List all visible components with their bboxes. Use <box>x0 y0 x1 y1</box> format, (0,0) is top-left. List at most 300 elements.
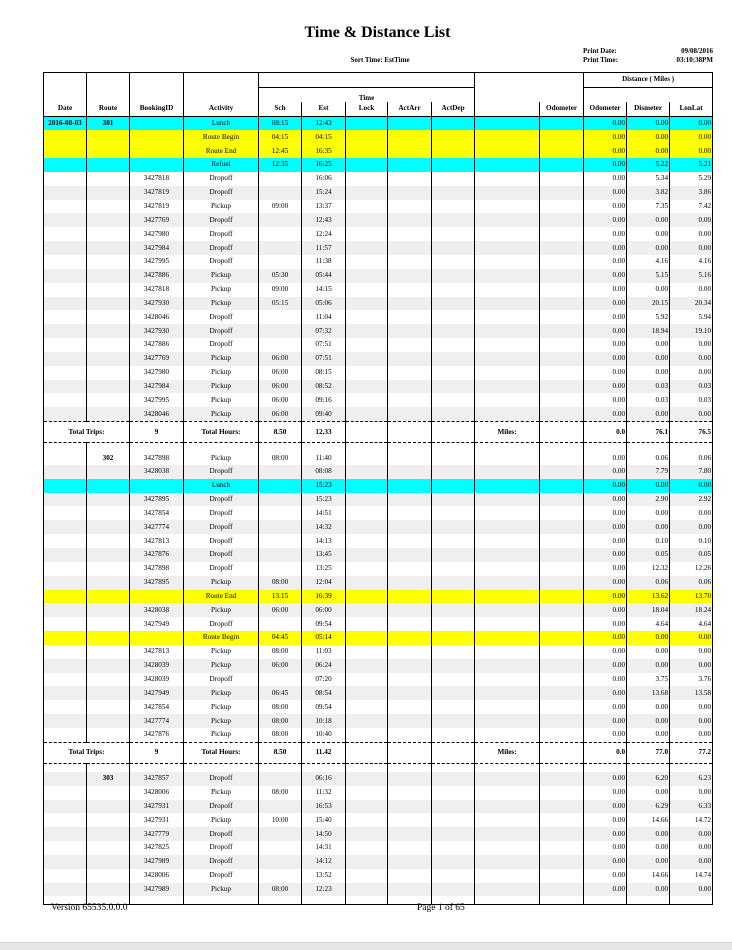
activity-cell: Pickup <box>184 352 259 366</box>
lonlat-cell: 0.10 <box>670 534 713 548</box>
activity-cell: Route End <box>184 590 259 604</box>
act-dep-cell <box>432 213 475 227</box>
dismeter-cell: 0.00 <box>627 338 670 352</box>
lock-cell <box>346 673 388 687</box>
dist-odometer-cell: 0.00 <box>584 200 627 214</box>
table-row <box>44 841 713 855</box>
spacer-cell <box>346 896 388 905</box>
act-arr-cell <box>388 130 432 144</box>
route-cell: 301 <box>87 116 130 130</box>
blank-cell <box>475 213 540 227</box>
lonlat-cell: 4.64 <box>670 617 713 631</box>
est-cell: 07:20 <box>302 673 346 687</box>
dismeter-cell: 0.00 <box>627 714 670 728</box>
table-row <box>44 728 713 742</box>
spacer-cell <box>627 763 670 772</box>
blank-cell <box>475 116 540 130</box>
blank-cell <box>475 883 540 897</box>
dismeter-cell: 13.68 <box>627 686 670 700</box>
lock-cell <box>346 813 388 827</box>
booking-id-cell: 3427779 <box>130 827 184 841</box>
table-row <box>44 380 713 394</box>
blank-cell <box>475 144 540 158</box>
activity-cell: Dropoff <box>184 506 259 520</box>
lock-cell <box>346 841 388 855</box>
route-cell <box>87 324 130 338</box>
act-arr-cell <box>388 338 432 352</box>
lonlat-cell: 7.80 <box>670 465 713 479</box>
col-sch: Sch <box>259 102 302 116</box>
odometer-cell <box>540 562 584 576</box>
est-cell: 14:50 <box>302 827 346 841</box>
date-cell <box>44 451 87 465</box>
dismeter-cell: 0.00 <box>627 116 670 130</box>
odometer-cell <box>540 255 584 269</box>
act-arr-cell <box>388 116 432 130</box>
dist-odometer-cell: 0.00 <box>584 130 627 144</box>
sch-cell <box>259 548 302 562</box>
spacer-row <box>44 896 713 905</box>
spacer-cell <box>388 443 432 452</box>
lonlat-cell: 5.94 <box>670 310 713 324</box>
act-arr-cell <box>388 728 432 742</box>
dist-odometer-cell: 0.00 <box>584 576 627 590</box>
sch-cell: 05:30 <box>259 269 302 283</box>
col-act-arr: ActArr <box>388 102 432 116</box>
total-odometer <box>540 742 584 763</box>
odometer-cell <box>540 673 584 687</box>
col-lock: Lock <box>346 102 388 116</box>
booking-id-cell: 3427886 <box>130 338 184 352</box>
route-cell <box>87 283 130 297</box>
dismeter-cell: 0.00 <box>627 352 670 366</box>
col-blank <box>475 102 540 116</box>
est-cell: 10:40 <box>302 728 346 742</box>
act-arr-cell <box>388 366 432 380</box>
spacer-cell <box>346 763 388 772</box>
date-cell <box>44 576 87 590</box>
total-dist-odometer: 0.0 <box>584 742 627 763</box>
odometer-cell <box>540 366 584 380</box>
date-cell <box>44 283 87 297</box>
col-act-dep: ActDep <box>432 102 475 116</box>
blank-cell <box>475 352 540 366</box>
sch-cell: 06:00 <box>259 380 302 394</box>
dist-odometer-cell: 0.00 <box>584 158 627 172</box>
dismeter-cell: 0.00 <box>627 855 670 869</box>
blank-cell <box>475 241 540 255</box>
route-cell <box>87 827 130 841</box>
booking-id-cell <box>130 479 184 493</box>
lonlat-cell: 0.06 <box>670 451 713 465</box>
act-dep-cell <box>432 380 475 394</box>
lock-cell <box>346 728 388 742</box>
table-row <box>44 548 713 562</box>
est-cell: 12:24 <box>302 227 346 241</box>
sch-cell: 08:00 <box>259 700 302 714</box>
dismeter-cell: 18.04 <box>627 603 670 617</box>
activity-cell: Lunch <box>184 116 259 130</box>
booking-id-cell: 3427769 <box>130 352 184 366</box>
sch-cell <box>259 534 302 548</box>
odometer-cell <box>540 603 584 617</box>
dismeter-cell: 0.00 <box>627 227 670 241</box>
sch-cell <box>259 479 302 493</box>
print-time-label: Print Time: <box>583 56 618 64</box>
dismeter-cell: 0.00 <box>627 407 670 421</box>
est-cell: 08:15 <box>302 366 346 380</box>
route-cell <box>87 297 130 311</box>
blank-cell <box>475 506 540 520</box>
dismeter-cell: 5.22 <box>627 158 670 172</box>
sch-cell: 09:00 <box>259 283 302 297</box>
blank-cell <box>475 158 540 172</box>
dist-odometer-cell: 0.00 <box>584 324 627 338</box>
act-dep-cell <box>432 297 475 311</box>
lock-cell <box>346 310 388 324</box>
activity-cell: Pickup <box>184 714 259 728</box>
act-arr-cell <box>388 324 432 338</box>
dist-odometer-cell: 0.00 <box>584 393 627 407</box>
spacer-cell <box>670 763 713 772</box>
sch-cell: 08:00 <box>259 883 302 897</box>
est-cell: 09:40 <box>302 407 346 421</box>
act-arr-cell <box>388 786 432 800</box>
odometer-cell <box>540 813 584 827</box>
booking-id-cell: 3427995 <box>130 255 184 269</box>
lonlat-cell: 0.00 <box>670 144 713 158</box>
blank-cell <box>475 479 540 493</box>
dismeter-cell: 0.10 <box>627 534 670 548</box>
booking-id-cell: 3427854 <box>130 506 184 520</box>
odometer-cell <box>540 144 584 158</box>
lock-cell <box>346 700 388 714</box>
lonlat-cell: 6.23 <box>670 772 713 786</box>
dismeter-cell: 0.00 <box>627 841 670 855</box>
booking-id-cell: 3427774 <box>130 520 184 534</box>
date-cell <box>44 772 87 786</box>
spacer-cell <box>302 763 346 772</box>
dismeter-cell: 14.66 <box>627 813 670 827</box>
table-row <box>44 144 713 158</box>
date-cell <box>44 645 87 659</box>
lock-cell <box>346 338 388 352</box>
table-row <box>44 310 713 324</box>
act-dep-cell <box>432 700 475 714</box>
blank-cell <box>475 645 540 659</box>
total-sch: 8.50 <box>259 742 302 763</box>
blank-cell <box>475 393 540 407</box>
activity-cell: Pickup <box>184 366 259 380</box>
report-title: Time & Distance List <box>304 24 451 41</box>
est-cell: 04:15 <box>302 130 346 144</box>
act-arr-cell <box>388 158 432 172</box>
col-route: Route <box>87 102 130 116</box>
date-cell <box>44 213 87 227</box>
route-cell <box>87 869 130 883</box>
odometer-cell <box>540 800 584 814</box>
act-dep-cell <box>432 617 475 631</box>
route-cell <box>87 493 130 507</box>
booking-id-cell: 3427876 <box>130 548 184 562</box>
total-act-arr <box>388 422 432 443</box>
print-info <box>583 47 713 65</box>
booking-id-cell: 3427819 <box>130 200 184 214</box>
activity-cell: Dropoff <box>184 772 259 786</box>
act-arr-cell <box>388 855 432 869</box>
activity-cell: Dropoff <box>184 493 259 507</box>
route-cell <box>87 631 130 645</box>
blank-cell <box>475 130 540 144</box>
act-arr-cell <box>388 700 432 714</box>
spacer-cell <box>432 443 475 452</box>
activity-cell: Route Begin <box>184 130 259 144</box>
booking-id-cell: 3427995 <box>130 393 184 407</box>
dist-odometer-cell: 0.00 <box>584 352 627 366</box>
sch-cell: 06:45 <box>259 686 302 700</box>
sch-cell <box>259 827 302 841</box>
act-arr-cell <box>388 631 432 645</box>
blank-cell <box>475 520 540 534</box>
act-dep-cell <box>432 855 475 869</box>
dist-odometer-cell: 0.00 <box>584 380 627 394</box>
booking-id-cell: 3428039 <box>130 659 184 673</box>
est-cell: 11:32 <box>302 786 346 800</box>
sch-cell: 12:35 <box>259 158 302 172</box>
dismeter-cell: 7.35 <box>627 200 670 214</box>
dist-odometer-cell: 0.00 <box>584 451 627 465</box>
est-cell: 16:39 <box>302 590 346 604</box>
dist-odometer-cell: 0.00 <box>584 827 627 841</box>
act-dep-cell <box>432 241 475 255</box>
route-cell <box>87 813 130 827</box>
lock-cell <box>346 172 388 186</box>
spacer-cell <box>540 443 584 452</box>
est-cell: 11:04 <box>302 310 346 324</box>
dismeter-cell: 0.00 <box>627 506 670 520</box>
dismeter-cell: 0.00 <box>627 883 670 897</box>
act-arr-cell <box>388 310 432 324</box>
blank-cell <box>475 673 540 687</box>
blank-cell <box>475 548 540 562</box>
table-row <box>44 324 713 338</box>
act-dep-cell <box>432 366 475 380</box>
sch-cell <box>259 338 302 352</box>
sch-cell <box>259 506 302 520</box>
activity-cell: Dropoff <box>184 338 259 352</box>
table-row <box>44 617 713 631</box>
dismeter-cell: 18.94 <box>627 324 670 338</box>
dist-odometer-cell: 0.00 <box>584 603 627 617</box>
blank-cell <box>475 800 540 814</box>
date-cell <box>44 841 87 855</box>
sch-cell <box>259 772 302 786</box>
spacer-cell <box>130 443 184 452</box>
table-row <box>44 700 713 714</box>
lonlat-cell: 0.00 <box>670 883 713 897</box>
distance-group-header: Distance ( Miles ) <box>584 73 713 88</box>
date-cell <box>44 297 87 311</box>
sch-cell: 04:45 <box>259 631 302 645</box>
lock-cell <box>346 200 388 214</box>
lonlat-cell: 0.00 <box>670 827 713 841</box>
lock-cell <box>346 324 388 338</box>
sch-cell: 10:00 <box>259 813 302 827</box>
act-dep-cell <box>432 130 475 144</box>
table-row <box>44 813 713 827</box>
booking-id-cell: 3427949 <box>130 617 184 631</box>
sch-cell: 08:00 <box>259 451 302 465</box>
dismeter-cell: 0.00 <box>627 659 670 673</box>
activity-cell: Pickup <box>184 645 259 659</box>
lock-cell <box>346 380 388 394</box>
col-booking-id: BookingID <box>130 102 184 116</box>
activity-cell: Pickup <box>184 603 259 617</box>
lock-cell <box>346 617 388 631</box>
activity-cell: Dropoff <box>184 520 259 534</box>
booking-id-cell: 3427984 <box>130 380 184 394</box>
total-trips-value: 9 <box>130 742 184 763</box>
act-dep-cell <box>432 869 475 883</box>
date-cell <box>44 506 87 520</box>
odometer-cell <box>540 645 584 659</box>
lock-cell <box>346 686 388 700</box>
blank-cell <box>475 576 540 590</box>
dismeter-cell: 3.75 <box>627 673 670 687</box>
lock-cell <box>346 366 388 380</box>
act-arr-cell <box>388 576 432 590</box>
total-hours-label: Total Hours: <box>184 422 259 443</box>
act-dep-cell <box>432 827 475 841</box>
lonlat-cell: 0.00 <box>670 130 713 144</box>
est-cell: 16:25 <box>302 158 346 172</box>
est-cell: 11:57 <box>302 241 346 255</box>
spacer-cell <box>584 443 627 452</box>
total-odometer <box>540 422 584 443</box>
dismeter-cell: 4.64 <box>627 617 670 631</box>
est-cell: 09:54 <box>302 700 346 714</box>
est-cell: 15:24 <box>302 186 346 200</box>
lock-cell <box>346 772 388 786</box>
act-dep-cell <box>432 576 475 590</box>
act-arr-cell <box>388 800 432 814</box>
table-row <box>44 283 713 297</box>
act-arr-cell <box>388 144 432 158</box>
odometer-cell <box>540 506 584 520</box>
lonlat-cell: 0.03 <box>670 393 713 407</box>
date-cell <box>44 255 87 269</box>
est-cell: 14:51 <box>302 506 346 520</box>
spacer-cell <box>87 763 130 772</box>
lock-cell <box>346 186 388 200</box>
booking-id-cell: 3427854 <box>130 700 184 714</box>
est-cell: 06:24 <box>302 659 346 673</box>
est-cell: 16:35 <box>302 144 346 158</box>
sch-cell: 08:00 <box>259 728 302 742</box>
est-cell: 15:23 <box>302 479 346 493</box>
spacer-cell <box>670 896 713 905</box>
route-cell <box>87 479 130 493</box>
lock-cell <box>346 255 388 269</box>
total-est: 12.33 <box>302 422 346 443</box>
activity-cell: Dropoff <box>184 324 259 338</box>
blank-cell <box>475 631 540 645</box>
odometer-cell <box>540 283 584 297</box>
booking-id-cell: 3427931 <box>130 800 184 814</box>
route-cell <box>87 728 130 742</box>
act-dep-cell <box>432 352 475 366</box>
blank-cell <box>475 227 540 241</box>
act-dep-cell <box>432 590 475 604</box>
table-row <box>44 338 713 352</box>
act-dep-cell <box>432 786 475 800</box>
dist-odometer-cell: 0.00 <box>584 728 627 742</box>
dist-odometer-cell: 0.00 <box>584 506 627 520</box>
act-arr-cell <box>388 255 432 269</box>
spacer-cell <box>540 763 584 772</box>
est-cell: 12:04 <box>302 576 346 590</box>
est-cell: 05:06 <box>302 297 346 311</box>
table-row <box>44 800 713 814</box>
odometer-cell <box>540 841 584 855</box>
odometer-cell <box>540 338 584 352</box>
blank-cell <box>475 200 540 214</box>
est-cell: 06:00 <box>302 603 346 617</box>
date-cell <box>44 520 87 534</box>
print-date: 09/08/2016 <box>681 47 713 55</box>
spacer-cell <box>87 443 130 452</box>
act-dep-cell <box>432 144 475 158</box>
lonlat-cell: 13.58 <box>670 686 713 700</box>
lock-cell <box>346 144 388 158</box>
route-cell <box>87 562 130 576</box>
odometer-cell <box>540 269 584 283</box>
lonlat-cell: 18.24 <box>670 603 713 617</box>
route-cell <box>87 659 130 673</box>
activity-cell: Dropoff <box>184 827 259 841</box>
odometer-cell <box>540 855 584 869</box>
table-row <box>44 227 713 241</box>
route-cell <box>87 786 130 800</box>
blank-cell <box>475 324 540 338</box>
dist-odometer-cell: 0.00 <box>584 310 627 324</box>
odometer-cell <box>540 548 584 562</box>
date-cell <box>44 186 87 200</box>
activity-cell: Dropoff <box>184 186 259 200</box>
route-cell <box>87 855 130 869</box>
blank-cell <box>475 714 540 728</box>
date-cell <box>44 548 87 562</box>
date-cell <box>44 366 87 380</box>
act-arr-cell <box>388 352 432 366</box>
odometer-cell <box>540 827 584 841</box>
activity-cell: Dropoff <box>184 172 259 186</box>
act-dep-cell <box>432 407 475 421</box>
dismeter-cell: 0.03 <box>627 380 670 394</box>
route-cell <box>87 700 130 714</box>
page-indicator: Page 1 of 65 <box>417 903 465 913</box>
activity-cell: Refuel <box>184 158 259 172</box>
sch-cell <box>259 172 302 186</box>
spacer-cell <box>475 896 540 905</box>
activity-cell: Dropoff <box>184 841 259 855</box>
date-cell <box>44 813 87 827</box>
dist-odometer-cell: 0.00 <box>584 338 627 352</box>
table-row <box>44 506 713 520</box>
blank-cell <box>475 700 540 714</box>
est-cell: 11:40 <box>302 451 346 465</box>
lock-cell <box>346 534 388 548</box>
